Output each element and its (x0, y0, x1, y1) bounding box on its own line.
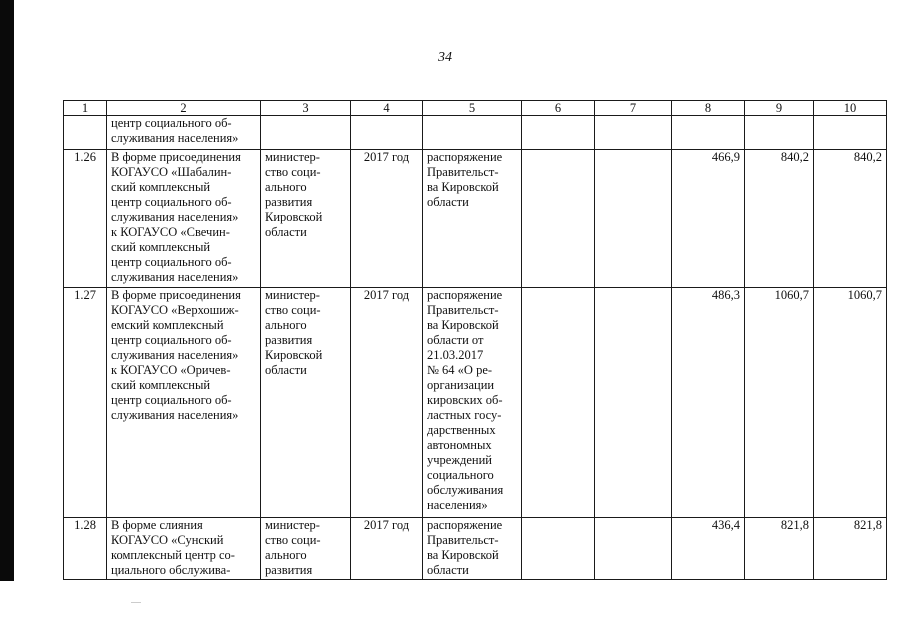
row-col7 (595, 150, 672, 288)
table-header-row (64, 101, 887, 116)
header-cell: 5 (423, 101, 522, 116)
row-executor (261, 116, 351, 150)
row-number: 1.28 (64, 518, 107, 580)
scan-edge-bar (0, 0, 14, 640)
page-bottom-margin (0, 581, 905, 640)
header-cell: 10 (814, 101, 887, 116)
header-cell: 7 (595, 101, 672, 116)
header-cell: 1 (64, 101, 107, 116)
row-col10 (814, 116, 887, 150)
row-col9: 840,2 (745, 150, 814, 288)
header-cell: 4 (351, 101, 423, 116)
row-col9: 1060,7 (745, 288, 814, 518)
table-row (64, 288, 887, 518)
row-col7 (595, 116, 672, 150)
row-col7 (595, 288, 672, 518)
row-col8: 436,4 (672, 518, 745, 580)
row-col10: 821,8 (814, 518, 887, 580)
row-col6 (522, 150, 595, 288)
row-col8 (672, 116, 745, 150)
document-table (63, 100, 887, 580)
row-description: В форме присоединения КОГАУСО «Верхошиж- емский комплексный центр социального об- служивания населения» к КОГАУСО «Оричев- ский комплексный центр социального об- служивания населения» (107, 288, 261, 518)
header-cell: 8 (672, 101, 745, 116)
scan-artifact (131, 602, 141, 603)
row-col7 (595, 518, 672, 580)
row-col6 (522, 116, 595, 150)
row-executor: министер- ство соци- ального развития (261, 518, 351, 580)
row-description: В форме слияния КОГАУСО «Сунский комплексный центр со- циального обслужива- (107, 518, 261, 580)
row-executor: министер- ство соци- ального развития Кировской области (261, 288, 351, 518)
row-document (423, 116, 522, 150)
row-col6 (522, 518, 595, 580)
table-row (64, 150, 887, 288)
header-cell: 3 (261, 101, 351, 116)
row-executor: министер- ство соци- ального развития Кировской области (261, 150, 351, 288)
row-document: распоряжение Правительст- ва Кировской области (423, 518, 522, 580)
row-document: распоряжение Правительст- ва Кировской области от 21.03.2017 № 64 «О ре- организации кировских об- ластных госу- дарственных автономных учреждений социального обслуживания населения» (423, 288, 522, 518)
header-cell: 2 (107, 101, 261, 116)
row-col10: 840,2 (814, 150, 887, 288)
row-number (64, 116, 107, 150)
row-description: В форме присоединения КОГАУСО «Шабалин- ский комплексный центр социального об- служивания населения» к КОГАУСО «Свечин- ский комплексный центр социального об- служивания населения» (107, 150, 261, 288)
row-year: 2017 год (351, 518, 423, 580)
row-col8: 486,3 (672, 288, 745, 518)
row-col9: 821,8 (745, 518, 814, 580)
row-year (351, 116, 423, 150)
row-year: 2017 год (351, 288, 423, 518)
row-number: 1.27 (64, 288, 107, 518)
table-row (64, 116, 887, 150)
table-row (64, 518, 887, 580)
header-cell: 9 (745, 101, 814, 116)
row-col8: 466,9 (672, 150, 745, 288)
row-number: 1.26 (64, 150, 107, 288)
row-year: 2017 год (351, 150, 423, 288)
row-description: центр социального об- служивания населения» (107, 116, 261, 150)
page-number: 34 (438, 50, 452, 65)
row-col6 (522, 288, 595, 518)
row-col10: 1060,7 (814, 288, 887, 518)
header-cell: 6 (522, 101, 595, 116)
row-document: распоряжение Правительст- ва Кировской области (423, 150, 522, 288)
row-col9 (745, 116, 814, 150)
